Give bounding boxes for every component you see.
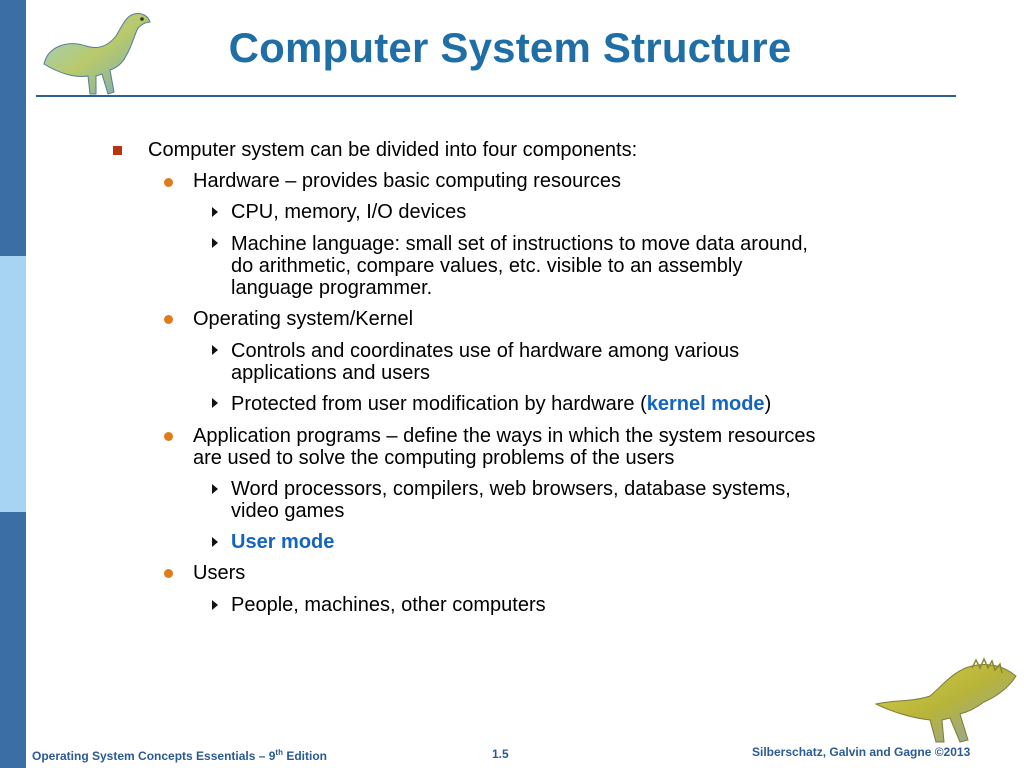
users-sub1: People, machines, other computers (231, 594, 546, 616)
triangle-bullet-icon (212, 537, 218, 547)
os-sub2 (231, 393, 771, 415)
triangle-bullet-icon (212, 398, 218, 408)
os-sub1-line2: applications and users (231, 362, 431, 384)
dot-bullet-icon (164, 315, 173, 324)
band-segment-dark-bottom (0, 512, 26, 768)
os-label: Operating system/Kernel (193, 308, 414, 330)
os-sub2-suffix: ) (764, 393, 772, 415)
apps-label-line2: are used to solve the computing problems of the users (193, 447, 675, 469)
hardware-sub2-line3: language programmer. (231, 277, 433, 299)
apps-label-line1: Application programs – define the ways in which the system resources (193, 425, 816, 447)
footer-book-superscript: th (275, 748, 283, 757)
footer-copyright: Silberschatz, Galvin and Gagne ©2013 (752, 745, 971, 759)
level1-text: Computer system can be divided into four components: (148, 139, 638, 161)
slide-title: Computer System Structure (228, 24, 792, 71)
os-sub1-line1: Controls and coordinates use of hardware among various (231, 340, 740, 362)
user-mode-keyword: User mode (231, 531, 335, 553)
band-segment-light (0, 256, 26, 512)
hardware-sub2-line2: do arithmetic, compare values, etc. visible to an assembly (231, 255, 743, 277)
apps-sub1-line1: Word processors, compilers, web browsers, database systems, (231, 478, 791, 500)
footer-page-number: 1.5 (492, 747, 509, 761)
band-segment-dark-top (0, 0, 26, 256)
apps-sub1-line2: video games (231, 500, 345, 522)
dinosaur-bottom-icon (872, 656, 1020, 748)
triangle-bullet-icon (212, 484, 218, 494)
square-bullet-icon (113, 146, 122, 155)
dot-bullet-icon (164, 178, 173, 187)
dot-bullet-icon (164, 432, 173, 441)
kernel-mode-keyword: kernel mode (646, 393, 765, 415)
title-divider (36, 95, 956, 97)
footer-book-suffix: Edition (282, 749, 327, 763)
os-sub2-prefix: Protected from user modification by hardware ( (231, 393, 647, 415)
triangle-bullet-icon (212, 345, 218, 355)
dot-bullet-icon (164, 569, 173, 578)
triangle-bullet-icon (212, 600, 218, 610)
hardware-sub1: CPU, memory, I/O devices (231, 201, 467, 223)
left-color-band (0, 0, 26, 768)
users-label: Users (193, 562, 246, 584)
hardware-sub2-line1: Machine language: small set of instructions to move data around, (231, 233, 808, 255)
triangle-bullet-icon (212, 207, 218, 217)
dinosaur-top-icon (38, 6, 156, 98)
triangle-bullet-icon (212, 238, 218, 248)
footer-book-prefix: Operating System Concepts Essentials – 9 (32, 749, 276, 763)
footer-book-title (32, 748, 327, 763)
hardware-label: Hardware – provides basic computing resources (193, 170, 621, 192)
